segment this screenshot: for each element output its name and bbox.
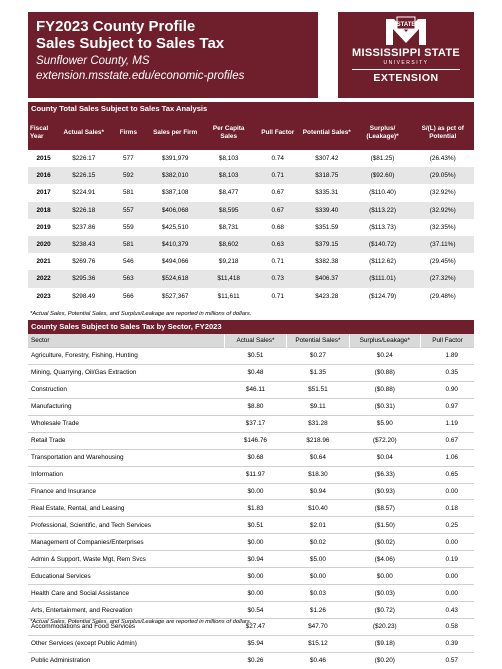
analysis-cell: ($81.25) bbox=[370, 155, 395, 163]
sector-name-cell: Finance and Insurance bbox=[28, 483, 224, 500]
sector-col-header: Pull Factor bbox=[420, 334, 474, 348]
sector-value-cell: ($20.23) bbox=[349, 619, 420, 636]
sector-row bbox=[28, 568, 474, 585]
logo-divider bbox=[352, 69, 460, 70]
analysis-col-header: Potential Sales* bbox=[300, 116, 354, 150]
sector-value-cell: $0.94 bbox=[224, 551, 286, 568]
sector-value-cell: ($0.72) bbox=[349, 602, 420, 619]
sector-value-cell: ($8.57) bbox=[349, 500, 420, 517]
analysis-col-header: Actual Sales* bbox=[59, 116, 108, 150]
sector-value-cell: $9.11 bbox=[287, 398, 349, 415]
sector-name-cell: Mining, Quarrying, Oil/Gas Extraction bbox=[28, 364, 224, 381]
sector-value-cell: 0.97 bbox=[420, 398, 474, 415]
analysis-cell: 0.68 bbox=[271, 223, 284, 231]
analysis-cell: (29.45%) bbox=[429, 258, 456, 266]
analysis-cell: 0.67 bbox=[255, 202, 300, 219]
analysis-cell: $8,103 bbox=[202, 167, 256, 184]
sector-row bbox=[28, 364, 474, 381]
sector-value-cell: 0.58 bbox=[420, 619, 474, 636]
sector-col-header: Sector bbox=[28, 334, 224, 348]
logo-extension: EXTENSION bbox=[373, 72, 439, 84]
sector-row bbox=[28, 348, 474, 365]
sector-row bbox=[28, 398, 474, 415]
analysis-col-header: Surplus/ (Leakage)* bbox=[354, 116, 412, 150]
sector-name-cell: Professional, Scientific, and Tech Services bbox=[28, 517, 224, 534]
analysis-col-header: Fiscal Year bbox=[28, 116, 59, 150]
analysis-cell: (29.48%) bbox=[429, 292, 456, 300]
sector-value-cell: 0.00 bbox=[420, 568, 474, 585]
analysis-cell: $9,218 bbox=[218, 258, 239, 266]
sector-footnote: *Actual Sales, Potential Sales, and Surplus/Leakage are reported in millions of dollars. bbox=[30, 619, 252, 625]
analysis-cell: (32.92%) bbox=[412, 202, 475, 219]
analysis-cell: $527,367 bbox=[161, 292, 189, 300]
analysis-cell: $387,108 bbox=[161, 189, 189, 197]
sector-col-header: Actual Sales* bbox=[224, 334, 286, 348]
analysis-row bbox=[28, 219, 474, 236]
analysis-row bbox=[28, 167, 474, 184]
analysis-cell: (27.32%) bbox=[412, 270, 475, 287]
sector-value-cell: $0.51 bbox=[224, 517, 286, 534]
sector-name-cell: Retail Trade bbox=[28, 432, 224, 449]
sector-value-cell: $1.35 bbox=[287, 364, 349, 381]
sector-row bbox=[28, 500, 474, 517]
sector-name-cell: Management of Companies/Enterprises bbox=[28, 534, 224, 551]
analysis-cell: 0.71 bbox=[271, 292, 284, 300]
sector-value-cell: $0.48 bbox=[224, 364, 286, 381]
sector-value-cell: ($9.18) bbox=[349, 635, 420, 652]
sector-value-cell: $0.26 bbox=[224, 652, 286, 668]
sector-value-cell: 0.43 bbox=[420, 602, 474, 619]
sector-name-cell: Educational Services bbox=[28, 568, 224, 585]
analysis-cell: $406,068 bbox=[148, 202, 202, 219]
sector-row bbox=[28, 585, 474, 602]
analysis-cell: $410,379 bbox=[148, 236, 202, 253]
msu-extension-logo bbox=[338, 12, 474, 98]
analysis-cell: ($112.62) bbox=[369, 258, 396, 266]
analysis-cell: $307.42 bbox=[315, 155, 339, 163]
sector-row bbox=[28, 551, 474, 568]
analysis-cell: 563 bbox=[108, 270, 148, 287]
sector-value-cell: ($0.88) bbox=[349, 381, 420, 398]
analysis-row bbox=[28, 288, 474, 305]
analysis-cell: 577 bbox=[122, 155, 134, 163]
analysis-cell: 581 bbox=[108, 236, 148, 253]
analysis-cell: $351.59 bbox=[315, 223, 339, 231]
analysis-cell: ($92.60) bbox=[354, 167, 412, 184]
sector-row bbox=[28, 432, 474, 449]
sector-name-cell: Transportation and Warehousing bbox=[28, 449, 224, 466]
sector-value-cell: $146.76 bbox=[224, 432, 286, 449]
analysis-col-header: Per Capita Sales bbox=[202, 116, 256, 150]
sector-value-cell: $37.17 bbox=[224, 415, 286, 432]
analysis-col-header: Firms bbox=[108, 116, 148, 150]
sector-name-cell: Health Care and Social Assistance bbox=[28, 585, 224, 602]
analysis-row bbox=[28, 236, 474, 253]
fiscal-year-cell: 2018 bbox=[28, 202, 59, 219]
sector-value-cell: $0.94 bbox=[287, 483, 349, 500]
sector-value-cell: $15.12 bbox=[287, 635, 349, 652]
sector-value-cell: $0.51 bbox=[224, 348, 286, 365]
analysis-cell: 557 bbox=[108, 202, 148, 219]
sector-col-header: Surplus/Leakage* bbox=[349, 334, 420, 348]
sector-row bbox=[28, 466, 474, 483]
analysis-cell: $8,103 bbox=[218, 155, 239, 163]
analysis-cell: ($124.79) bbox=[368, 292, 397, 300]
profile-url: extension.msstate.edu/economic-profiles bbox=[36, 70, 245, 82]
sector-value-cell: 1.06 bbox=[420, 449, 474, 466]
sector-row bbox=[28, 534, 474, 551]
sector-value-cell: $5.90 bbox=[349, 415, 420, 432]
sector-row bbox=[28, 652, 474, 668]
analysis-cell: (29.05%) bbox=[412, 167, 475, 184]
sector-value-cell: $218.96 bbox=[287, 432, 349, 449]
analysis-cell: $379.15 bbox=[300, 236, 354, 253]
analysis-cell: $335.31 bbox=[315, 189, 339, 197]
title-line-2: Sales Subject to Sales Tax bbox=[36, 35, 225, 52]
analysis-cell: $295.36 bbox=[59, 270, 108, 287]
logo-name: MISSISSIPPI STATE bbox=[352, 47, 460, 59]
sector-value-cell: ($72.20) bbox=[349, 432, 420, 449]
fiscal-year-cell: 2015 bbox=[36, 155, 51, 163]
analysis-col-header: Pull Factor bbox=[255, 116, 300, 150]
analysis-col-header: S/(L) as pct of Potential bbox=[412, 116, 475, 150]
sector-value-cell: $0.64 bbox=[287, 449, 349, 466]
sector-row bbox=[28, 483, 474, 500]
sector-value-cell: 1.89 bbox=[420, 348, 474, 365]
analysis-cell: $382,010 bbox=[148, 167, 202, 184]
analysis-cell: (32.35%) bbox=[429, 223, 456, 231]
analysis-cell: $494,066 bbox=[161, 258, 189, 266]
sector-value-cell: $0.00 bbox=[349, 568, 420, 585]
analysis-cell: ($110.40) bbox=[369, 189, 396, 197]
sector-value-cell: $8.80 bbox=[224, 398, 286, 415]
analysis-cell: (37.11%) bbox=[412, 236, 475, 253]
sector-name-cell: Manufacturing bbox=[28, 398, 224, 415]
sector-row bbox=[28, 449, 474, 466]
analysis-col-header: Sales per Firm bbox=[148, 116, 202, 150]
analysis-cell: ($113.22) bbox=[354, 202, 412, 219]
sector-value-cell: ($1.50) bbox=[349, 517, 420, 534]
sector-value-cell: ($0.02) bbox=[349, 534, 420, 551]
analysis-cell: $318.75 bbox=[300, 167, 354, 184]
analysis-cell: 0.74 bbox=[271, 155, 284, 163]
sector-value-cell: $2.01 bbox=[287, 517, 349, 534]
analysis-cell: $425,510 bbox=[161, 223, 189, 231]
sector-value-cell: $51.51 bbox=[287, 381, 349, 398]
sector-name-cell: Construction bbox=[28, 381, 224, 398]
title-banner bbox=[28, 12, 318, 98]
sector-row bbox=[28, 602, 474, 619]
svg-text:STATE: STATE bbox=[396, 22, 416, 28]
sector-value-cell: $27.47 bbox=[224, 619, 286, 636]
sector-value-cell: 0.19 bbox=[420, 551, 474, 568]
analysis-cell: $11,611 bbox=[217, 292, 240, 300]
sector-value-cell: $1.26 bbox=[287, 602, 349, 619]
sector-value-cell: $5.00 bbox=[287, 551, 349, 568]
sector-col-header: Potential Sales* bbox=[287, 334, 349, 348]
sector-name-cell: Real Estate, Rental, and Leasing bbox=[28, 500, 224, 517]
fiscal-year-cell: 2020 bbox=[28, 236, 59, 253]
sector-value-cell: $0.54 bbox=[224, 602, 286, 619]
sector-value-cell: $0.00 bbox=[224, 483, 286, 500]
sector-value-cell: $0.00 bbox=[224, 568, 286, 585]
analysis-cell: $8,477 bbox=[218, 189, 239, 197]
sector-value-cell: ($4.06) bbox=[349, 551, 420, 568]
sector-value-cell: $46.11 bbox=[224, 381, 286, 398]
analysis-cell: 592 bbox=[108, 167, 148, 184]
county-name: Sunflower County, MS bbox=[36, 55, 150, 67]
analysis-cell: $524,618 bbox=[148, 270, 202, 287]
sector-value-cell: $0.00 bbox=[224, 585, 286, 602]
sector-name-cell: Admin & Support, Waste Mgt, Rem Svcs bbox=[28, 551, 224, 568]
sector-value-cell: 0.18 bbox=[420, 500, 474, 517]
analysis-table-body bbox=[28, 150, 474, 305]
logo-university: UNIVERSITY bbox=[383, 60, 429, 66]
sector-name-cell: Other Services (except Public Admin) bbox=[28, 635, 224, 652]
sector-value-cell: $1.83 bbox=[224, 500, 286, 517]
analysis-cell: 581 bbox=[122, 189, 134, 197]
sector-value-cell: 0.65 bbox=[420, 466, 474, 483]
sector-value-cell: $0.46 bbox=[287, 652, 349, 668]
analysis-cell: 566 bbox=[122, 292, 134, 300]
analysis-cell: $226.17 bbox=[72, 155, 96, 163]
fiscal-year-cell: 2022 bbox=[28, 270, 59, 287]
analysis-cell: (32.92%) bbox=[429, 189, 456, 197]
analysis-cell: $269.76 bbox=[72, 258, 96, 266]
analysis-cell: $406.37 bbox=[300, 270, 354, 287]
sector-value-cell: $0.00 bbox=[224, 534, 286, 551]
sector-row bbox=[28, 381, 474, 398]
sector-value-cell: 0.00 bbox=[420, 585, 474, 602]
fiscal-year-cell: 2023 bbox=[36, 292, 51, 300]
sector-value-cell: $47.70 bbox=[287, 619, 349, 636]
analysis-row bbox=[28, 150, 474, 167]
sector-value-cell: 0.90 bbox=[420, 381, 474, 398]
sector-name-cell: Accommodations and Food Services bbox=[28, 619, 224, 636]
analysis-cell: ($113.73) bbox=[369, 223, 396, 231]
analysis-cell: 0.67 bbox=[271, 189, 284, 197]
fiscal-year-cell: 2017 bbox=[36, 189, 51, 197]
analysis-cell: ($111.01) bbox=[354, 270, 412, 287]
sector-value-cell: $10.40 bbox=[287, 500, 349, 517]
analysis-cell: 0.71 bbox=[255, 167, 300, 184]
sector-value-cell: 0.25 bbox=[420, 517, 474, 534]
fiscal-year-cell: 2021 bbox=[36, 258, 51, 266]
sector-name-cell: Information bbox=[28, 466, 224, 483]
sector-value-cell: $31.28 bbox=[287, 415, 349, 432]
sector-value-cell: 0.57 bbox=[420, 652, 474, 668]
analysis-cell: $226.15 bbox=[59, 167, 108, 184]
analysis-cell: $8,731 bbox=[218, 223, 239, 231]
sector-value-cell: 1.19 bbox=[420, 415, 474, 432]
analysis-cell: $238.43 bbox=[59, 236, 108, 253]
sector-value-cell: $5.94 bbox=[224, 635, 286, 652]
sector-value-cell: ($0.93) bbox=[349, 483, 420, 500]
analysis-cell: $391,979 bbox=[161, 155, 189, 163]
analysis-cell: 0.63 bbox=[255, 236, 300, 253]
analysis-cell: $298.49 bbox=[72, 292, 96, 300]
sector-value-cell: 0.39 bbox=[420, 635, 474, 652]
analysis-cell: $226.18 bbox=[59, 202, 108, 219]
analysis-cell: 0.71 bbox=[271, 258, 284, 266]
sector-value-cell: 0.00 bbox=[420, 483, 474, 500]
analysis-row bbox=[28, 253, 474, 270]
sector-value-cell: $0.00 bbox=[287, 568, 349, 585]
analysis-cell: $8,595 bbox=[202, 202, 256, 219]
sector-value-cell: ($0.20) bbox=[349, 652, 420, 668]
sector-section-title: County Sales Subject to Sales Tax by Sector, FY2023 bbox=[28, 320, 474, 334]
analysis-cell: 0.73 bbox=[255, 270, 300, 287]
sector-value-cell: $0.24 bbox=[349, 348, 420, 365]
analysis-cell: $339.40 bbox=[300, 202, 354, 219]
analysis-cell: $423.28 bbox=[315, 292, 339, 300]
sector-value-cell: $0.68 bbox=[224, 449, 286, 466]
sector-value-cell: 0.67 bbox=[420, 432, 474, 449]
sector-value-cell: ($0.88) bbox=[349, 364, 420, 381]
sector-name-cell: Arts, Entertainment, and Recreation bbox=[28, 602, 224, 619]
sector-value-cell: $11.97 bbox=[224, 466, 286, 483]
analysis-row bbox=[28, 270, 474, 287]
sector-name-cell: Agriculture, Forestry, Fishing, Hunting bbox=[28, 348, 224, 365]
analysis-row bbox=[28, 202, 474, 219]
analysis-cell: ($140.72) bbox=[354, 236, 412, 253]
sector-row bbox=[28, 415, 474, 432]
title-line-1: FY2023 County Profile bbox=[36, 18, 196, 35]
sector-value-cell: $0.03 bbox=[287, 585, 349, 602]
fiscal-year-cell: 2019 bbox=[36, 223, 51, 231]
sector-value-cell: ($0.03) bbox=[349, 585, 420, 602]
fiscal-year-cell: 2016 bbox=[28, 167, 59, 184]
sector-value-cell: $0.27 bbox=[287, 348, 349, 365]
analysis-cell: 546 bbox=[122, 258, 134, 266]
analysis-cell: $224.91 bbox=[72, 189, 96, 197]
sector-value-cell: ($0.31) bbox=[349, 398, 420, 415]
analysis-table bbox=[28, 116, 474, 305]
sector-row bbox=[28, 517, 474, 534]
sector-name-cell: Public Administration bbox=[28, 652, 224, 668]
analysis-table-header bbox=[28, 116, 474, 150]
sector-value-cell: $0.04 bbox=[349, 449, 420, 466]
sector-value-cell: $18.30 bbox=[287, 466, 349, 483]
sector-value-cell: $0.02 bbox=[287, 534, 349, 551]
msu-logo-icon bbox=[385, 16, 427, 46]
analysis-cell: (26.43%) bbox=[429, 155, 456, 163]
analysis-cell: $237.86 bbox=[72, 223, 96, 231]
analysis-section-title: County Total Sales Subject to Sales Tax Analysis bbox=[28, 102, 474, 116]
sector-name-cell: Wholesale Trade bbox=[28, 415, 224, 432]
sector-value-cell: 0.00 bbox=[420, 534, 474, 551]
analysis-cell: 559 bbox=[122, 223, 134, 231]
sector-value-cell: 0.35 bbox=[420, 364, 474, 381]
analysis-cell: $11,418 bbox=[202, 270, 256, 287]
sector-table-header bbox=[28, 334, 474, 348]
sector-value-cell: ($6.33) bbox=[349, 466, 420, 483]
analysis-footnote: *Actual Sales, Potential Sales, and Surplus/Leakage are reported in millions of dollars. bbox=[30, 311, 252, 317]
analysis-row bbox=[28, 184, 474, 201]
analysis-cell: $8,602 bbox=[202, 236, 256, 253]
analysis-cell: $382.38 bbox=[315, 258, 339, 266]
